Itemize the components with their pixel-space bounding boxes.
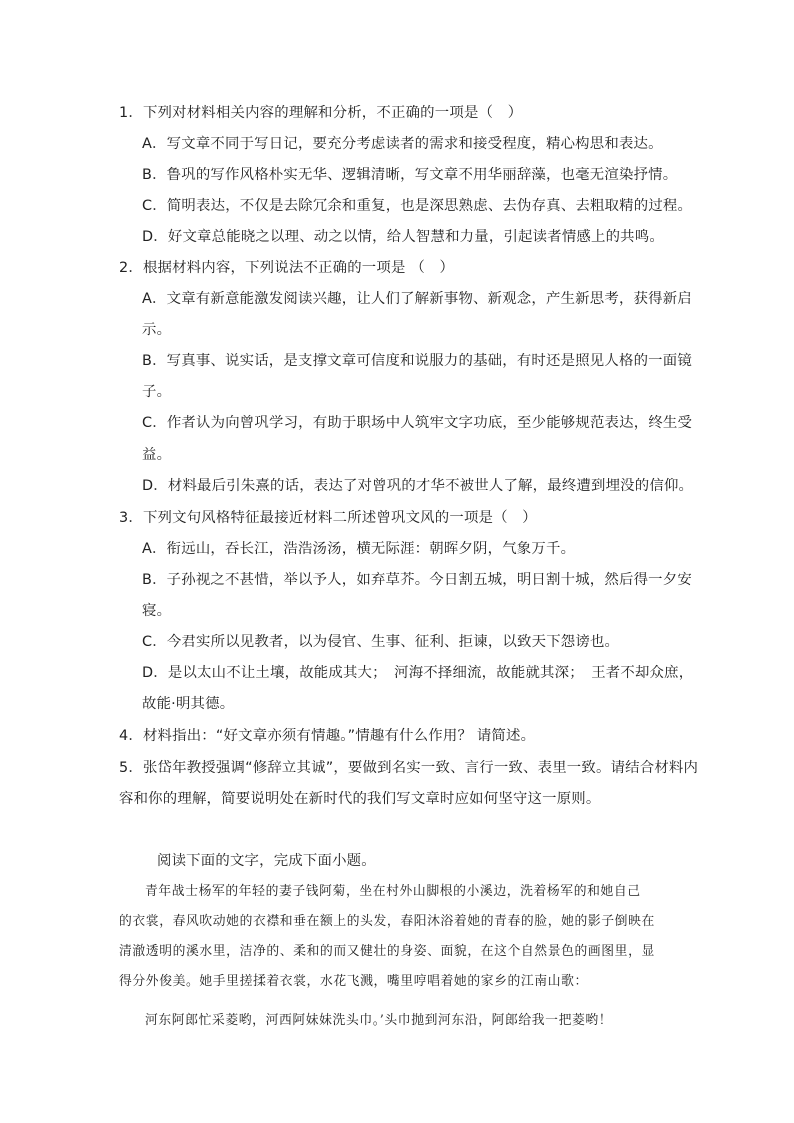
- question-3-option-b: B．子孙视之不甚惜，举以予人，如弃草芥。今日割五城，明日割十城，然后得一夕安: [142, 572, 692, 588]
- question-1-option-a: A．写文章不同于写日记，要充分考虑读者的需求和接受程度，精心构思和表达。: [142, 136, 663, 152]
- question-3-option-b-cont: 寝。: [142, 603, 172, 619]
- reading-instruction: 阅读下面的文字，完成下面小题。: [157, 853, 376, 869]
- question-2-option-c-cont: 益。: [142, 447, 172, 463]
- question-5-stem-cont: 容和你的理解，简要说明处在新时代的我们写文章时应如何坚守这一原则。: [119, 791, 601, 807]
- question-2-option-c: C．作者认为向曾巩学习，有助于职场中人筑牢文字功底，至少能够规范表达，终生受: [142, 415, 693, 431]
- passage-song-line: 河东阿郎忙采菱哟，河西阿妹妹洗头巾。’头巾抛到河东沿，阿郎给我一把菱哟！: [145, 1013, 613, 1028]
- question-3-option-c: C．今君实所以见教者，以为侵官、生事、征利、拒谏，以致天下怨谤也。: [142, 634, 620, 650]
- question-2-option-a-cont: 示。: [142, 322, 172, 338]
- question-2-option-b: B．写真事、说实话，是支撑文章可信度和说服力的基础，有时还是照见人格的一面镜: [142, 353, 692, 369]
- question-3-option-d-cont: 故能·明其德。: [142, 696, 235, 712]
- question-3-option-a: A．衔远山，吞长江，浩浩汤汤，横无际涯：朝晖夕阴，气象万千。: [142, 541, 576, 557]
- passage-line-1: 青年战士杨军的年轻的妻子钱阿菊，坐在村外山脚根的小溪边，洗着杨军的和她自己: [145, 884, 641, 899]
- question-5-stem: 5．张岱年教授强调“修辞立其诚”，要做到名实一致、言行一致、表里一致。请结合材料内: [119, 760, 699, 776]
- passage-line-3: 清澈透明的溪水里，洁净的、柔和的而又健壮的身姿、面貌，在这个自然景色的画图里，显: [119, 944, 655, 959]
- question-4-stem: 4．材料指出：“好文章亦须有情趣。”情趣有什么作用？ 请简述。: [119, 728, 536, 744]
- passage-line-4: 得分外俊美。她手里搓揉着衣裳，水花飞溅，嘴里哼唱着她的家乡的江南山歌：: [119, 974, 588, 989]
- passage-line-2: 的衣裳，春风吹动她的衣襟和垂在额上的头发，春阳沐浴着她的青春的脸，她的影子倒映在: [119, 914, 655, 929]
- question-1-option-d: D．好文章总能晓之以理、动之以情，给人智慧和力量，引起读者情感上的共鸣。: [142, 229, 664, 245]
- question-3-stem: 3．下列文句风格特征最接近材料二所述曾巩文风的一项是（ ）: [119, 510, 537, 526]
- question-2-option-b-cont: 子。: [142, 384, 172, 400]
- question-3-option-d: D．是以太山不让土壤，故能成其大； 河海不择细流，故能就其深； 王者不却众庶，: [142, 665, 694, 681]
- question-1-option-b: B．鲁巩的写作风格朴实无华、逻辑清晰，写文章不用华丽辞藻，也毫无渲染抒情。: [142, 167, 678, 183]
- question-2-stem: 2．根据材料内容，下列说法不正确的一项是 （ ）: [119, 260, 455, 276]
- question-1-stem: 1．下列对材料相关内容的理解和分析，不正确的一项是（ ）: [119, 105, 523, 121]
- question-1-option-c: C．简明表达，不仅是去除冗余和重复，也是深思熟虑、去伪存真、去粗取精的过程。: [142, 198, 693, 214]
- question-2-option-a: A．文章有新意能激发阅读兴趣，让人们了解新事物、新观念，产生新思考，获得新启: [142, 291, 692, 307]
- question-2-option-d: D．材料最后引朱熹的话，表达了对曾巩的才华不被世人了解，最终遭到埋没的信仰。: [142, 478, 694, 494]
